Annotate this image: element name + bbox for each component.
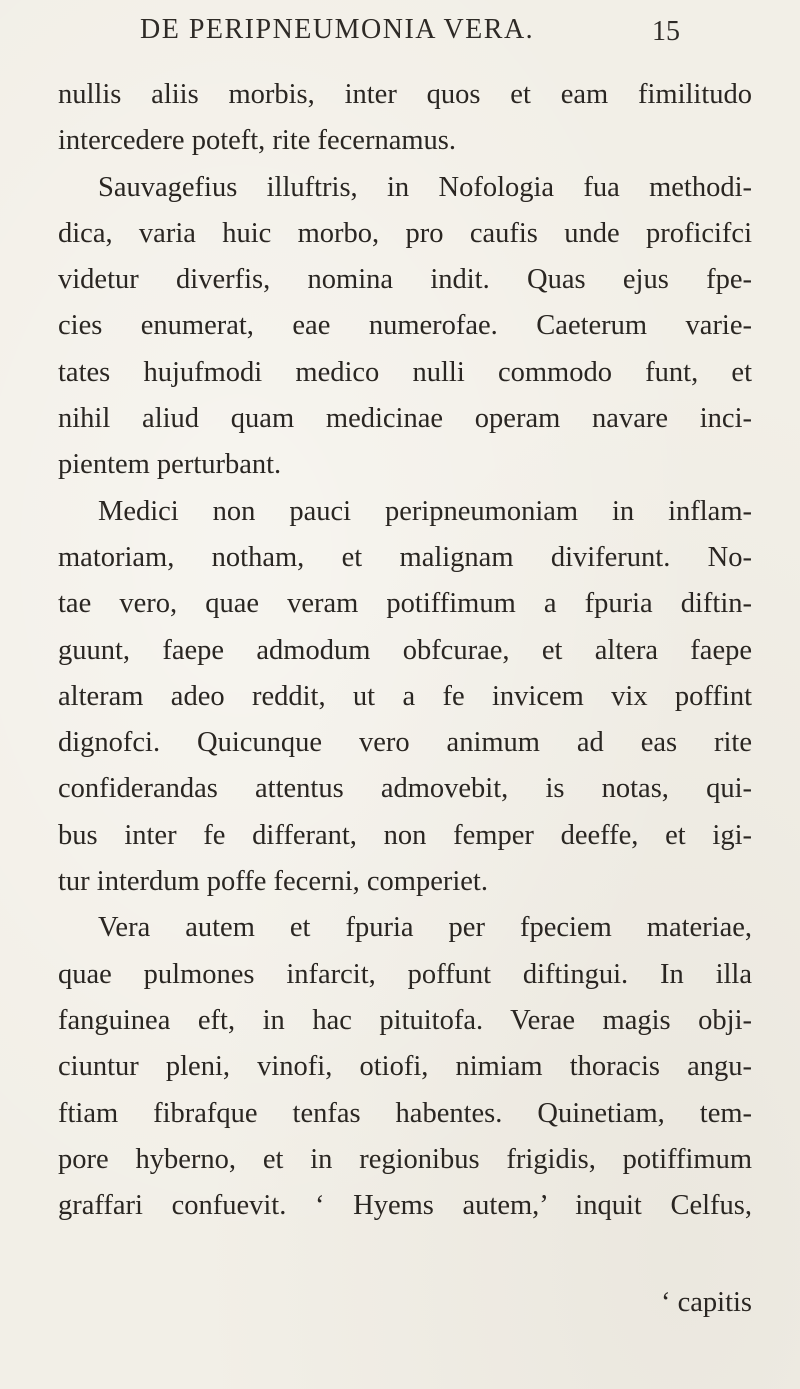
catchword: ‘ capitis: [660, 1287, 752, 1318]
text-line: guunt, faepe admodum obfcurae, et altera faepe: [58, 634, 752, 666]
text-line: alteram adeo reddit, ut a fe invicem vix poffint: [58, 680, 752, 712]
text-line: quae pulmones infarcit, poffunt diftingui. In illa: [58, 958, 752, 990]
text-line: pore hyberno, et in regionibus frigidis, potiffimum: [58, 1143, 752, 1175]
text-line: cies enumerat, eae numerofae. Caeterum varie-: [58, 310, 752, 342]
text-line: nihil aliud quam medicinae operam navare inci-: [58, 403, 752, 435]
text-line: nullis aliis morbis, inter quos et eam fimilitudo: [58, 79, 752, 110]
text-line: tates hujufmodi medico nulli commodo funt, et: [58, 356, 752, 388]
text-line: tae vero, quae veram potiffimum a fpuria diftin-: [58, 588, 752, 620]
body-text: [58, 72, 752, 1229]
text-line: Medici non pauci peripneumoniam in inflam-: [98, 495, 752, 527]
text-line: fanguinea eft, in hac pituitofa. Verae magis obji-: [58, 1004, 752, 1036]
page-number: 15: [652, 16, 680, 47]
text-line: dica, varia huic morbo, pro caufis unde proficifci: [58, 217, 752, 249]
text-line: matoriam, notham, et malignam diviferunt. No-: [58, 541, 752, 573]
text-line: ftiam fibrafque tenfas habentes. Quinetiam, tem-: [58, 1097, 752, 1129]
text-line: Sauvagefius illuftris, in Nofologia fua methodi-: [98, 171, 752, 203]
running-title: DE PERIPNEUMONIA VERA.: [140, 14, 535, 45]
text-line: Vera autem et fpuria per fpeciem materiae,: [98, 912, 752, 944]
text-line: graffari confuevit. ‘ Hyems autem,’ inquit Celfus,: [58, 1190, 752, 1222]
text-line: videtur diverfis, nomina indit. Quas ejus fpe-: [58, 264, 752, 296]
text-line: confiderandas attentus admovebit, is notas, qui-: [58, 773, 752, 805]
text-line: bus inter fe differant, non femper deeffe, et igi-: [58, 819, 752, 851]
text-line: intercedere poteft, rite fecernamus.: [58, 125, 456, 157]
text-line: dignofci. Quicunque vero animum ad eas rite: [58, 727, 752, 759]
text-line: ciuntur pleni, vinofi, otiofi, nimiam thoracis angu-: [58, 1051, 752, 1083]
text-line: pientem perturbant.: [58, 449, 282, 481]
text-line: tur interdum poffe fecerni, comperiet.: [58, 866, 488, 898]
